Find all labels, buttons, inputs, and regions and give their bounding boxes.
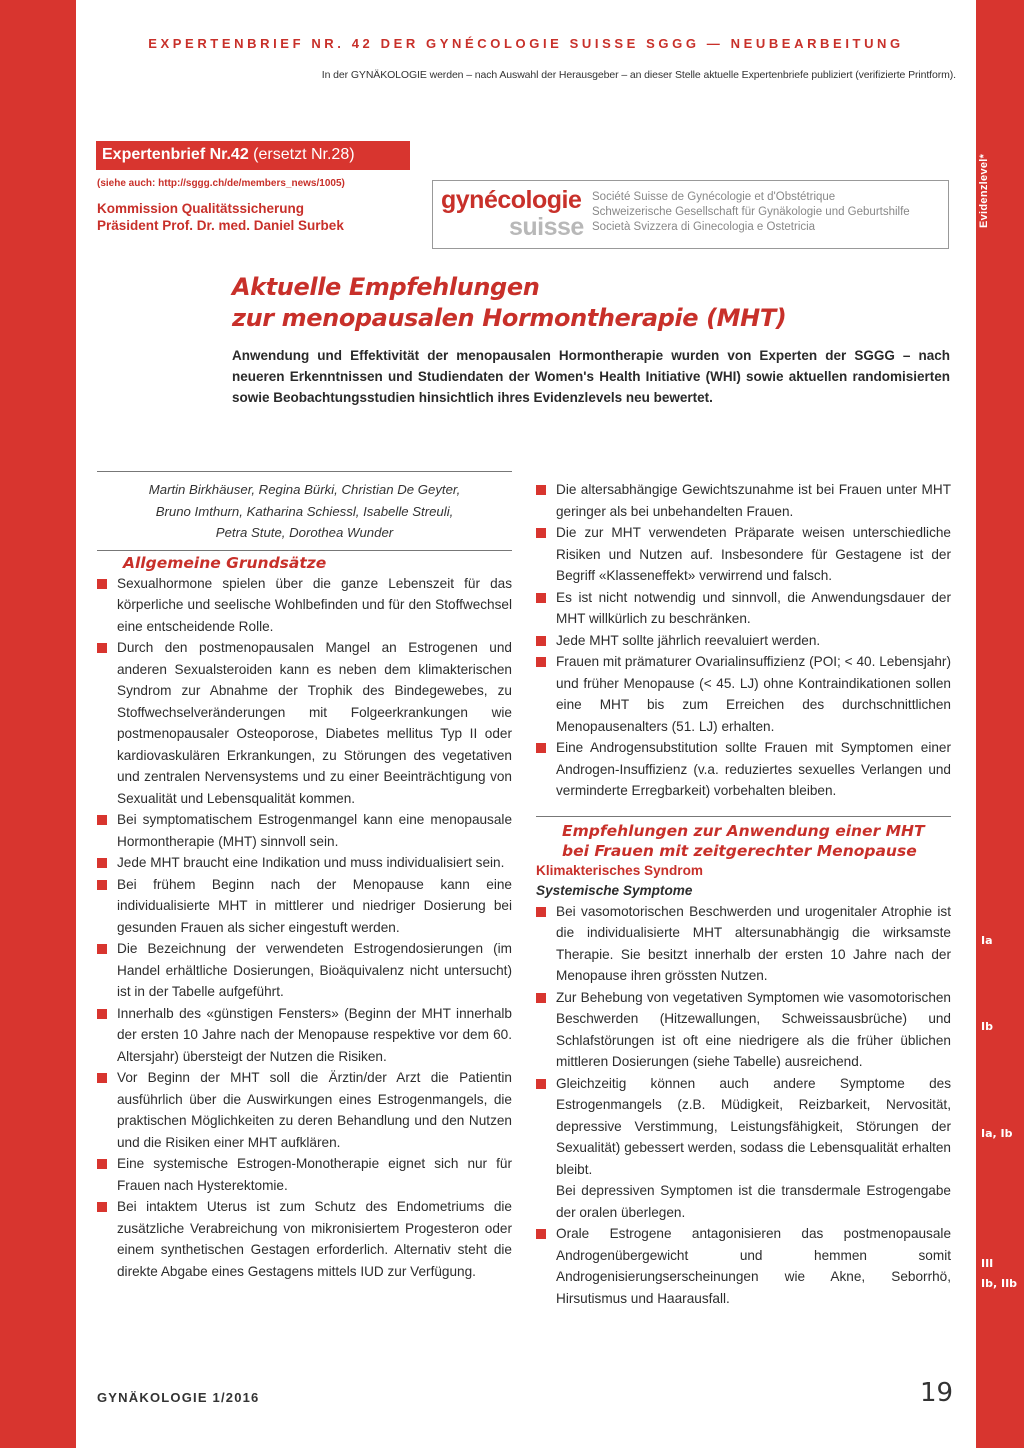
journal-issue: GYNÄKOLOGIE 1/2016: [97, 1390, 260, 1405]
list-item: Bei symptomatischem Estrogenmangel kann eine menopausale Hormontherapie (MHT) sinnvoll sein.: [97, 809, 512, 852]
commission-name: Kommission Qualitätssicherung: [97, 201, 305, 216]
logo-word-gynecologie: gynécologie: [441, 186, 582, 214]
recommendations-list: [536, 901, 951, 1310]
section-title-general: Allgemeine Grundsätze: [123, 553, 327, 572]
evidence-mark: III: [981, 1257, 994, 1270]
society-name-de: Schweizerische Gesellschaft für Gynäkologie und Geburtshilfe: [592, 206, 910, 218]
subheading-climacteric: Klimakterisches Syndrom: [536, 862, 703, 878]
list-item: Gleichzeitig können auch andere Symptome des Estrogenmangels (z.B. Müdigkeit, Reizbarkeit, Nervosität, depressive Verstimmung, Leistungsfähigkeit, Störungen der Sexualität) gebessert werden, sodass die Lebensqualität erhalten bleibt.: [536, 1073, 951, 1181]
evidence-mark: Ia: [981, 934, 993, 947]
evidence-mark: Ia, Ib: [981, 1127, 1013, 1140]
list-item: Durch den postmenopausalen Mangel an Estrogenen und anderen Sexualsteroiden kann es neben dem klimakterischen Syndrom zur Abnahme der Trophik des Bindegewebes, zu Stoffwechselveränderungen mit Folgeerkrankungen wie postmenopausaler Osteoporose, Diabetes mellitus Typ II oder kardiovaskulären Erkrankungen, zu Störungen des vegetativen und zentralen Nervensystems und zu einer Beeinträchtigung von Sexualität und Lebensqualität kommen.: [97, 637, 512, 809]
society-name-it: Società Svizzera di Ginecologia e Ostetricia: [592, 221, 816, 233]
commission-block: [97, 200, 344, 234]
evidence-mark: Ib, IIb: [981, 1277, 1018, 1290]
authors: Martin Birkhäuser, Regina Bürki, Christian De Geyter, Bruno Imthurn, Katharina Schiessl, Isabelle Streuli, Petra Stute, Dorothea Wunder: [148, 482, 461, 540]
list-item: Jede MHT sollte jährlich reevaluiert werden.: [536, 630, 951, 652]
right-column: [536, 471, 951, 1309]
commission-president: Präsident Prof. Dr. med. Daniel Surbek: [97, 218, 344, 233]
logo-word-suisse: suisse: [509, 213, 584, 241]
list-item: Orale Estrogene antagonisieren das postmenopausale Androgenübergewicht und hemmen somit Androgenisierungserscheinungen wie Akne, Seborrhö, Hirsutismus und Haarausfall.: [536, 1223, 951, 1309]
article-lead: Anwendung und Effektivität der menopausalen Hormontherapie wurden von Experten der SGGG – nach neueren Erkenntnissen und Studiendaten der Women's Health Initiative (WHI) sowie aktuellen randomisierten sowie Beobachtungsstudien hinsichtlich ihres Evidenzlevels neu bewertet.: [232, 348, 950, 405]
page-number: 19: [920, 1378, 954, 1408]
series-subline: In der GYNÄKOLOGIE werden – nach Auswahl der Herausgeber – an dieser Stelle aktuelle Expertenbriefe publiziert (verifizierte Printform).: [321, 69, 956, 81]
list-item: Eine systemische Estrogen-Monotherapie eignet sich nur für Frauen nach Hysterektomie.: [97, 1153, 512, 1196]
subheading-systemic: Systemische Symptome: [536, 882, 693, 898]
evidence-mark: Ib: [981, 1020, 993, 1033]
see-also-link[interactable]: (siehe auch: http://sggg.ch/de/members_news/1005): [97, 178, 345, 189]
list-item: Jede MHT braucht eine Indikation und muss individualisiert sein.: [97, 852, 512, 874]
society-names: [592, 190, 910, 235]
society-name-fr: Société Suisse de Gynécologie et d'Obstétrique: [592, 191, 836, 203]
society-logo: [432, 180, 949, 249]
list-item: Sexualhormone spielen über die ganze Lebenszeit für das körperliche und seelische Wohlbefinden und für den Stoffwechsel eine entscheidende Rolle.: [97, 573, 512, 638]
left-column: [97, 471, 512, 1282]
left-color-bar: [0, 0, 76, 1448]
list-item: Die altersabhängige Gewichtszunahme ist bei Frauen unter MHT geringer als bei unbehandelten Frauen.: [536, 479, 951, 522]
section-title-recommendations: Empfehlungen zur Anwendung einer MHT bei Frauen mit zeitgerechter Menopause: [562, 821, 925, 860]
list-item: Bei intaktem Uterus ist zum Schutz des Endometriums die zusätzliche Verabreichung von mikronisiertem Progesteron oder einem synthetischen Gestagen erforderlich. Alternativ steht die direkte Abgabe eines Gestagens mittels IUD zur Verfügung.: [97, 1196, 512, 1282]
list-item: Frauen mit prämaturer Ovarialinsuffizienz (POI; < 40. Lebensjahr) und früher Menopause (< 45. LJ) ohne Kontraindikationen sollen eine MHT bis zum Erreichen des durchschnittlichen Menopausenalters (51. LJ) erhalten.: [536, 651, 951, 737]
list-item: Vor Beginn der MHT soll die Ärztin/der Arzt die Patientin ausführlich über die Auswirkungen eines Estrogenmangels, die praktischen Möglichkeiten zu deren Behandlung und den Nutzen und die Risiken einer MHT aufklären.: [97, 1067, 512, 1153]
list-item: Innerhalb des «günstigen Fensters» (Beginn der MHT innerhalb der ersten 10 Jahre nach der Menopause respektive vor dem 60. Altersjahr) übersteigt der Nutzen die Risiken.: [97, 1003, 512, 1068]
list-item: Bei frühem Beginn nach der Menopause kann eine individualisierte MHT in mittlerer und niedriger Dosierung bei gesunden Frauen als sicher eingestuft werden.: [97, 874, 512, 939]
list-item: Bei vasomotorischen Beschwerden und urogenitaler Atrophie ist die individualisierte MHT altersunabhängig die wirksamste Therapie. Sie besitzt innerhalb der ersten 10 Jahre nach der Menopause ihren grössten Nutzen.: [536, 901, 951, 987]
list-item: Es ist nicht notwendig und sinnvoll, die Anwendungsdauer der MHT willkürlich zu beschränken.: [536, 587, 951, 630]
brief-replaces: (ersetzt Nr.28): [248, 146, 355, 163]
brief-number: Expertenbrief Nr.42: [102, 146, 249, 163]
list-item: Zur Behebung von vegetativen Symptomen wie vasomotorischen Beschwerden (Hitzewallungen, Schweissausbrüche) und Schlafstörungen ist oft eine niedrigere als die früher üblichen mittleren Dosierungen (siehe Tabelle) ausreichend.: [536, 987, 951, 1073]
list-item: Bei depressiven Symptomen ist die transdermale Estrogengabe der oralen überlegen.: [556, 1183, 951, 1220]
general-principles-list-continued: [536, 479, 951, 802]
series-header: EXPERTENBRIEF NR. 42 DER GYNÉCOLOGIE SUISSE SGGG — NEUBEARBEITUNG: [148, 36, 904, 51]
list-item: Eine Androgensubstitution sollte Frauen mit Symptomen einer Androgen-Insuffizienz (v.a. reduziertes sexuelles Verlangen und verminderte Erregbarkeit) vorbehalten bleiben.: [536, 737, 951, 802]
list-item: Die zur MHT verwendeten Präparate weisen unterschiedliche Risiken und Nutzen auf. Insbesondere für Gestagene ist der Begriff «Klasseneffekt» verwirrend und falsch.: [536, 522, 951, 587]
general-principles-list: [97, 573, 512, 1283]
list-item: Die Bezeichnung der verwendeten Estrogendosierungen (im Handel erhältliche Dosierungen, Bioäquivalenz nicht untersucht) ist in der Tabelle aufgeführt.: [97, 938, 512, 1003]
evidence-level-label: Evidenzlevel*: [978, 153, 990, 228]
article-title: Aktuelle Empfehlungen zur menopausalen Hormontherapie (MHT): [232, 273, 787, 332]
brief-number-box: [96, 141, 410, 170]
